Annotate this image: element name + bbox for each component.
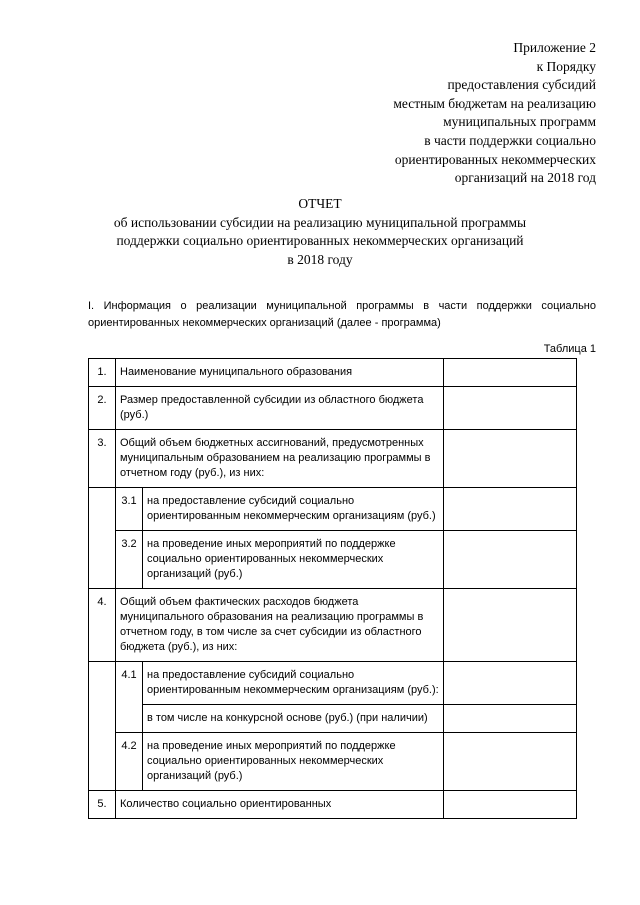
title-line: ОТЧЕТ	[298, 196, 342, 211]
row-label: Наименование муниципального образования	[116, 359, 444, 387]
table-row	[89, 791, 577, 819]
spacer-cell	[89, 488, 116, 531]
row-number: 1.	[89, 359, 116, 387]
table-row	[89, 488, 577, 531]
row-number: 4.	[89, 589, 116, 662]
row-label: Общий объем бюджетных ассигнований, предусмотренных муниципальным образованием на реализацию программы в отчетном году (руб.), из них:	[116, 430, 444, 488]
table-row	[89, 387, 577, 430]
header-line: предоставления субсидий	[447, 77, 596, 93]
header-line: Приложение 2	[513, 40, 596, 55]
row-label: Размер предоставленной субсидии из областного бюджета (руб.)	[116, 387, 444, 430]
row-label: в том числе на конкурсной основе (руб.) (при наличии)	[143, 705, 444, 733]
header-line: ориентированных некоммерческих	[394, 151, 596, 167]
row-number: 5.	[89, 791, 116, 819]
table-label: Таблица 1	[543, 343, 596, 355]
value-cell[interactable]	[444, 488, 577, 531]
section-heading: I. Информация о реализации муниципальной программы в части поддержки социально ориентированных некоммерческих организаций (далее - программа)	[88, 300, 596, 329]
value-cell[interactable]	[444, 430, 577, 488]
spacer-cell	[89, 531, 116, 589]
row-label: Количество социально ориентированных	[116, 791, 444, 819]
row-label: на проведение иных мероприятий по поддержке социально ориентированных некоммерческих организаций (руб.)	[143, 531, 444, 589]
spacer-cell	[89, 705, 116, 733]
table-row	[89, 589, 577, 662]
table-row	[89, 359, 577, 387]
value-cell[interactable]	[444, 791, 577, 819]
value-cell[interactable]	[444, 662, 577, 705]
value-cell[interactable]	[444, 387, 577, 430]
header-line: к Порядку	[536, 58, 596, 74]
row-label: Общий объем фактических расходов бюджета муниципального образования на реализацию программы в отчетном году, в том числе за счет субсидии из областного бюджета (руб.), из них:	[116, 589, 444, 662]
row-number: 3.2	[116, 531, 143, 589]
value-cell[interactable]	[444, 589, 577, 662]
report-title	[0, 195, 640, 269]
row-number: 4.1	[116, 662, 143, 733]
header-line: местным бюджетам на реализацию	[393, 95, 596, 111]
table-row	[89, 531, 577, 589]
row-label: на предоставление субсидий социально ориентированным некоммерческим организациям (руб.):	[143, 662, 444, 705]
spacer-cell	[89, 662, 116, 705]
table-row	[89, 705, 577, 733]
spacer-cell	[89, 733, 116, 791]
value-cell[interactable]	[444, 531, 577, 589]
table-row	[89, 662, 577, 705]
table-row	[89, 733, 577, 791]
value-cell[interactable]	[444, 705, 577, 733]
header-line: в части поддержки социально	[424, 132, 596, 148]
row-number: 3.	[89, 430, 116, 488]
row-number: 3.1	[116, 488, 143, 531]
header-line: организаций на 2018 год	[454, 170, 596, 186]
appendix-header	[393, 39, 596, 188]
table-row	[89, 430, 577, 488]
value-cell[interactable]	[444, 733, 577, 791]
report-table	[88, 358, 577, 819]
value-cell[interactable]	[444, 359, 577, 387]
title-line: поддержки социально ориентированных некоммерческих организаций	[116, 233, 524, 248]
row-label: на проведение иных мероприятий по поддержке социально ориентированных некоммерческих организаций (руб.)	[143, 733, 444, 791]
row-number: 4.2	[116, 733, 143, 791]
title-line: в 2018 году	[287, 251, 353, 267]
row-number: 2.	[89, 387, 116, 430]
title-line: об использовании субсидии на реализацию муниципальной программы	[113, 214, 527, 230]
row-label: на предоставление субсидий социально ориентированным некоммерческим организациям (руб.)	[143, 488, 444, 531]
header-line: муниципальных программ	[443, 114, 596, 130]
